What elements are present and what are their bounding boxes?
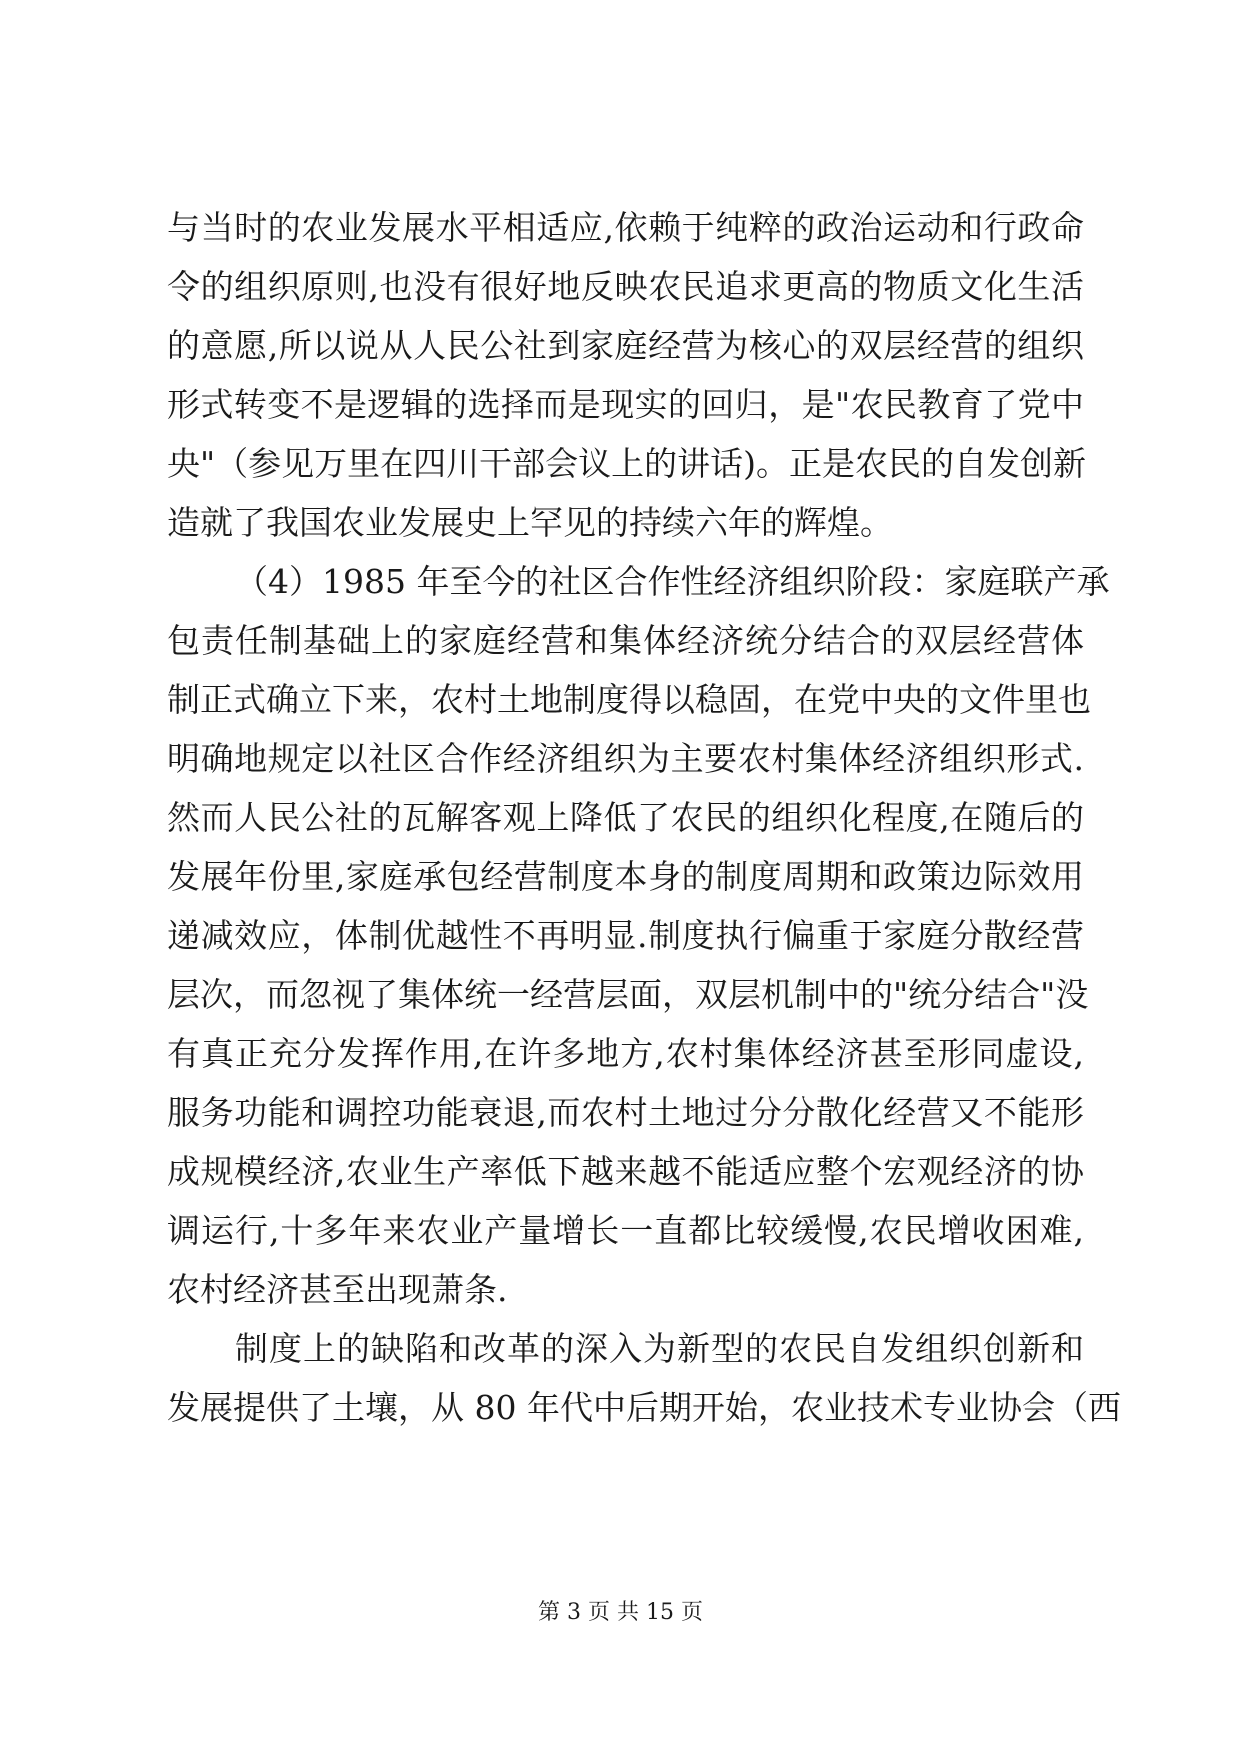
text-line: 制度上的缺陷和改革的深入为新型的农民自发组织创新和 [235, 1329, 1084, 1368]
text-line: 成规模经济,农业生产率低下越来越不能适应整个宏观经济的协 [167, 1152, 1084, 1191]
text-line: （4）1985 年至今的社区合作性经济组织阶段：家庭联产承 [235, 562, 1110, 601]
text-line: 服务功能和调控功能衰退,而农村土地过分分散化经营又不能形 [167, 1093, 1084, 1132]
text-line: 递减效应，体制优越性不再明显.制度执行偏重于家庭分散经营 [167, 916, 1084, 955]
page-number-footer: 第 3 页 共 15 页 [538, 1600, 703, 1625]
text-line: 制正式确立下来，农村土地制度得以稳固，在党中央的文件里也 [167, 680, 1091, 719]
text-line: 央"（参见万里在四川干部会议上的讲话)。正是农民的自发创新 [167, 444, 1087, 483]
text-line: 农村经济甚至出现萧条. [167, 1270, 508, 1309]
text-line: 发展提供了土壤，从 80 年代中后期开始，农业技术专业协会（西 [167, 1388, 1121, 1427]
text-line: 与当时的农业发展水平相适应,依赖于纯粹的政治运动和行政命 [167, 208, 1084, 247]
text-line: 有真正充分发挥作用,在许多地方,农村集体经济甚至形同虚设, [167, 1034, 1084, 1073]
text-line: 然而人民公社的瓦解客观上降低了农民的组织化程度,在随后的 [167, 798, 1084, 837]
text-line: 令的组织原则,也没有很好地反映农民追求更高的物质文化生活 [167, 267, 1084, 306]
text-line: 包责任制基础上的家庭经营和集体经济统分结合的双层经营体 [167, 621, 1084, 660]
text-line: 调运行,十多年来农业产量增长一直都比较缓慢,农民增收困难, [167, 1211, 1084, 1250]
text-line: 明确地规定以社区合作经济组织为主要农村集体经济组织形式. [167, 739, 1084, 778]
text-line: 造就了我国农业发展史上罕见的持续六年的辉煌。 [167, 503, 893, 542]
text-line: 形式转变不是逻辑的选择而是现实的回归，是"农民教育了党中 [167, 385, 1084, 424]
text-line: 层次，而忽视了集体统一经营层面，双层机制中的"统分结合"没 [167, 975, 1089, 1014]
text-line: 发展年份里,家庭承包经营制度本身的制度周期和政策边际效用 [167, 857, 1084, 896]
text-line: 的意愿,所以说从人民公社到家庭经营为核心的双层经营的组织 [167, 326, 1084, 365]
